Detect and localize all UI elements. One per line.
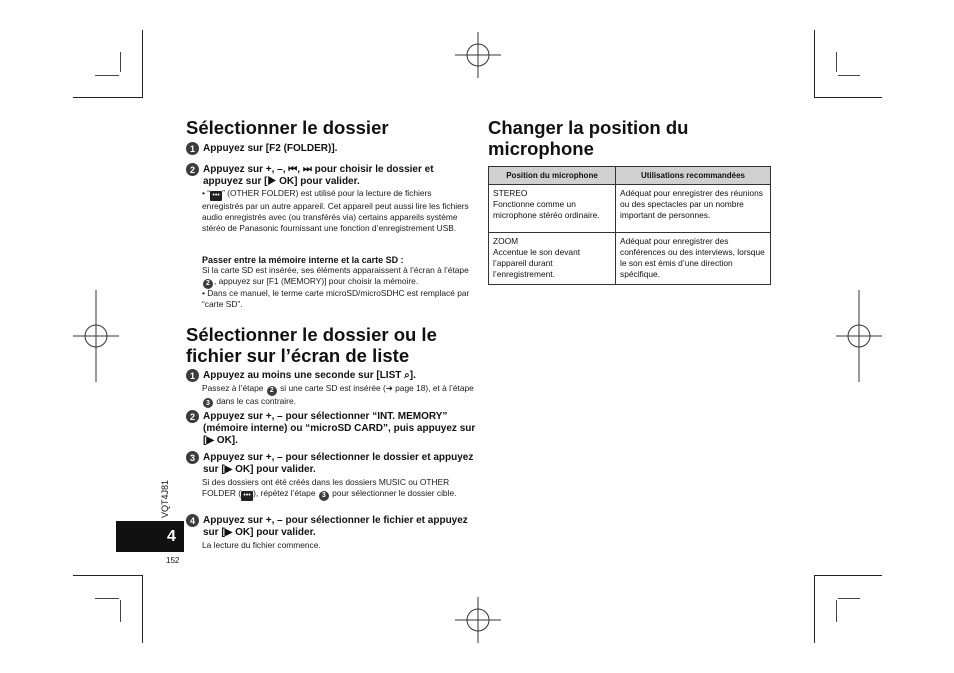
step-1-folder [186, 143, 476, 155]
step-1-note-a: Passez à l’étape [202, 383, 266, 393]
table-row [489, 185, 771, 233]
other-folder-icon: ••• [241, 491, 253, 501]
memory-switch-text [202, 265, 474, 289]
memory-switch-text-b: , appuyez sur [F1 (MEMORY)] pour choisir la mémoire. [214, 276, 419, 286]
registration-mark-right [836, 290, 882, 382]
step-4-list-text: Appuyez sur +, – pour sélectionner le fichier et appuyez sur [▶ OK] pour valider. [203, 515, 468, 538]
step-1-list-text: Appuyez au moins une seconde sur [LIST ⌕]. [203, 370, 416, 381]
memory-switch-heading: Passer entre la mémoire interne et la carte SD : [202, 255, 404, 265]
registration-mark-bottom [455, 597, 501, 643]
table-cell-zoom-uses: Adéquat pour enregistrer des conférences ou des interviews, lorsque le son est émis d’une direction spécifique. [616, 233, 771, 285]
step-ref-3-icon: 3 [319, 491, 329, 501]
step-ref-3-icon: 3 [203, 398, 213, 408]
sd-card-term-note: • Dans ce manuel, le terme carte microSD/microSDHC est remplacé par “carte SD”. [202, 288, 470, 309]
page-number: 152 [166, 556, 180, 565]
step-2-list-text: Appuyez sur +, – pour sélectionner “INT. MEMORY” (mémoire interne) ou “microSD CARD”, puis appuyez sur [▶ OK]. [203, 411, 476, 446]
document-code: VQT4J81 [160, 479, 170, 518]
step-3-note-b: ), répétez l’étape [253, 488, 318, 498]
step-1-text: Appuyez sur [F2 (FOLDER)]. [203, 143, 338, 154]
page-tab-number: 4 [167, 528, 176, 545]
step-1-list-note [202, 383, 474, 408]
step-number-4-icon: 4 [186, 514, 199, 527]
step-3-note-a: Si des dossiers ont été créés dans les dossiers MUSIC ou OTHER FOLDER ( [202, 477, 450, 498]
step-ref-2-icon: 2 [203, 279, 213, 289]
step-2-list [186, 411, 476, 447]
microphone-position-table [488, 166, 771, 285]
step-1-note-c: dans le cas contraire. [214, 395, 296, 406]
step-1-note-b: si une carte SD est insérée (➜ page 18), et à l’étape [277, 383, 474, 393]
step-3-list [186, 452, 476, 476]
table-cell-stereo-uses: Adéquat pour enregistrer des réunions ou des spectacles par un nombre important de personnes. [616, 185, 771, 233]
section-title-list-screen: Sélectionner le dossier ou le fichier sur l’écran de liste [186, 324, 437, 366]
other-folder-note [202, 188, 474, 234]
step-2-text: Appuyez sur +, –, ⏮, ⏭ pour choisir le dossier et appuyez sur [▶ OK] pour valider. [203, 164, 434, 187]
table-cell-stereo: STEREO Fonctionne comme un microphone stéréo ordinaire. [489, 185, 616, 233]
step-1-list [186, 370, 476, 382]
step-ref-2-icon: 2 [267, 386, 277, 396]
note-suffix: ” (OTHER FOLDER) est utilisé pour la lecture de fichiers enregistrés par un autre appareil. Cet appareil peut aussi lire les fichiers audio enregistrés avec (ou transférés via) certains appareils système stéréo de Panasonic fournissant une fonction d’enregistrement USB. [202, 188, 469, 233]
table-header-uses: Utilisations recommandées [616, 167, 771, 185]
step-number-2-icon: 2 [186, 410, 199, 423]
memory-switch-text-a: Si la carte SD est insérée, ses éléments apparaissent à l’écran à l’étape [202, 265, 469, 275]
step-3-note-c: pour sélectionner le dossier cible. [329, 488, 457, 498]
note-prefix: • “ [202, 188, 211, 198]
other-folder-icon: ••• [210, 191, 222, 201]
step-number-2-icon: 2 [186, 163, 199, 176]
table-row [489, 233, 771, 285]
table-cell-zoom: ZOOM Accentue le son devant l’appareil durant l’enregistrement. [489, 233, 616, 285]
registration-mark-left [73, 290, 119, 382]
step-number-1-icon: 1 [186, 142, 199, 155]
registration-mark-top [455, 32, 501, 78]
step-4-list [186, 515, 476, 539]
step-number-1-icon: 1 [186, 369, 199, 382]
step-3-list-note [202, 477, 474, 501]
step-4-list-note: La lecture du fichier commence. [202, 540, 321, 550]
section-title-select-folder: Sélectionner le dossier [186, 117, 389, 138]
section-title-microphone-position: Changer la position du microphone [488, 117, 689, 159]
table-header-row [489, 167, 771, 185]
step-3-list-text: Appuyez sur +, – pour sélectionner le dossier et appuyez sur [▶ OK] pour valider. [203, 452, 474, 475]
step-number-3-icon: 3 [186, 451, 199, 464]
step-2-folder [186, 164, 476, 188]
table-header-position: Position du microphone [489, 167, 616, 185]
